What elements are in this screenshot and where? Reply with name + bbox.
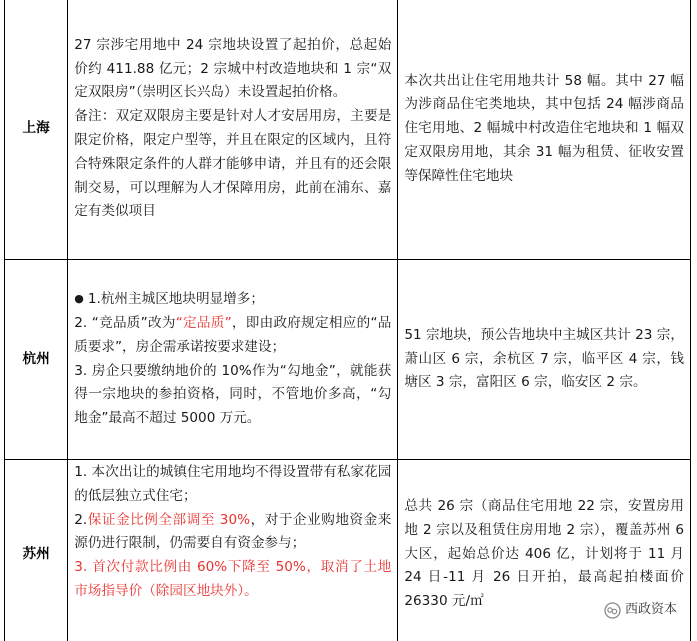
policy-highlight: 首次付款比例由 60%下降至 50%，取消了土地市场指导价（除园区地块外）。 bbox=[74, 559, 392, 599]
policy-item-text: 2. bbox=[74, 511, 88, 528]
summary-text: 本次共出让住宅用地共计 58 幅。其中 27 幅为涉商品住宅类地块，其中包括 24 幅涉商品住宅用地、2 幅城中村改造住宅地块和 1 幅双定双限房用地，其余 31 幅为租赁、征收安置等保障性住宅地块 bbox=[404, 72, 684, 184]
policy-item bbox=[74, 509, 391, 557]
policy-item-text: ，即由政府规定相应的“品质要求”，房企需承诺按要求建设； bbox=[74, 314, 392, 355]
policy-cell bbox=[68, 0, 398, 260]
city-cell: 上海 bbox=[5, 0, 68, 260]
policy-note: 备注：双定双限房主要是针对人才安居用房，主要是限定价格，限定户型等，并且在限定的区域内，且符合特殊限定条件的人群才能够申请，并且有的还会限制交易，可以理解为人才保障用房，此前在浦东、嘉定有类似项目 bbox=[74, 108, 392, 220]
wechat-account-icon bbox=[604, 602, 621, 619]
summary-text: 总共 26 宗（商品住宅用地 22 宗，安置房用地 2 宗以及租赁住房用地 2 宗），覆盖苏州 6 大区，起始总价达 406 亿，计划将于 11 月 24 日-11 月 26 日开拍，最高起拍楼面价 26330 元/㎡ bbox=[404, 498, 684, 610]
bullet-icon: ● bbox=[74, 292, 84, 306]
city-cell: 苏州 bbox=[5, 460, 68, 641]
policy-item-text: 2. “竞品质”改为 bbox=[74, 314, 176, 331]
policy-item-text: ，对于企业购地资金来源仍进行限制，仍需要自有资金参与； bbox=[74, 511, 392, 552]
policy-item: 1. 本次出让的城镇住宅用地均不得设置带有私家花园的低层独立式住宅； bbox=[74, 464, 392, 504]
policy-item bbox=[74, 288, 391, 312]
table-row bbox=[5, 0, 691, 260]
policy-item-text: 1.杭州主城区地块明显增多； bbox=[87, 291, 264, 308]
table-row bbox=[5, 460, 691, 641]
policy-cell bbox=[68, 460, 398, 641]
summary-cell bbox=[398, 0, 691, 260]
watermark-label: 西政资本 bbox=[624, 602, 677, 617]
summary-cell bbox=[398, 260, 691, 460]
summary-text: 51 宗地块，预公告地块中主城区共计 23 宗，萧山区 6 宗，余杭区 7 宗，临平区 4 宗，钱塘区 3 宗，富阳区 6 宗，临安区 2 宗。 bbox=[404, 326, 684, 391]
policy-item-text: 3. bbox=[74, 559, 93, 576]
policy-highlight: 保证金比例全部调至 30% bbox=[87, 511, 251, 528]
policy-item bbox=[74, 556, 391, 604]
table-row bbox=[5, 260, 691, 460]
watermark bbox=[600, 598, 683, 622]
policy-cell bbox=[68, 260, 398, 460]
policy-highlight: “定品质” bbox=[175, 314, 232, 331]
land-supply-table bbox=[4, 0, 691, 641]
policy-item: 3. 房企只要缴纳地价的 10%作为“勾地金”，就能获得一宗地块的参拍资格，同时，不管地价多高，“勾地金”最高不超过 5000 万元。 bbox=[74, 362, 392, 427]
policy-paragraph: 27 宗涉宅用地中 24 宗地块设置了起拍价，总起始价约 411.88 亿元；2 宗城中村改造地块和 1 宗“双定双限房”（崇明区长兴岛）未设置起拍价格。 bbox=[74, 36, 392, 101]
policy-item bbox=[74, 312, 391, 360]
city-cell: 杭州 bbox=[5, 260, 68, 460]
